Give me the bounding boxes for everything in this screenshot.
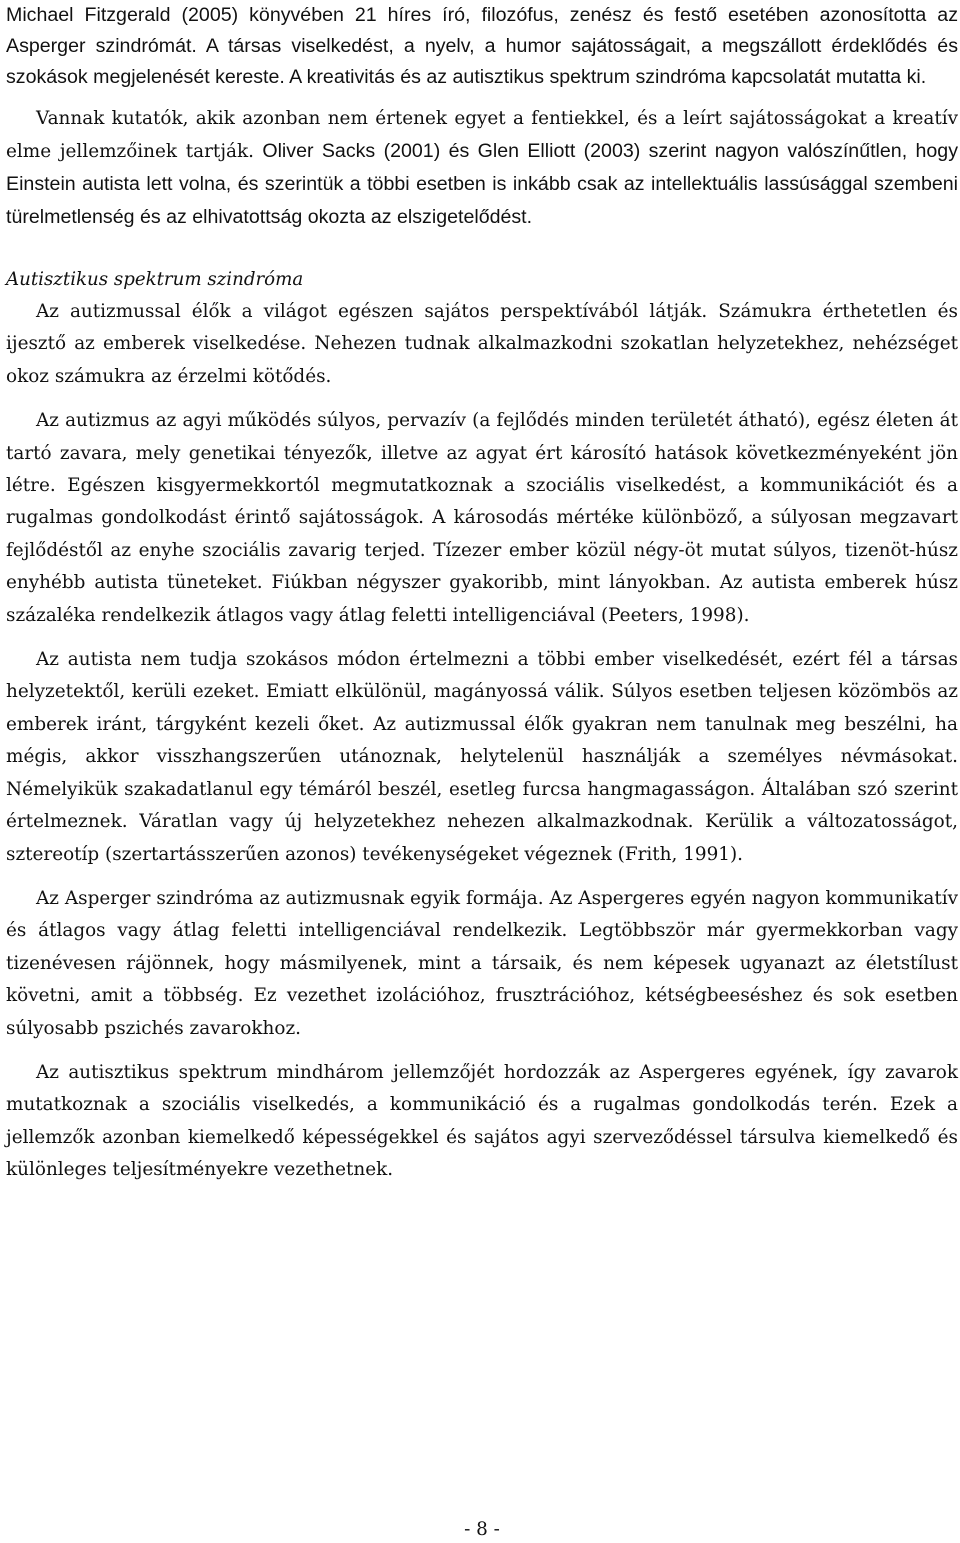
page-number bbox=[0, 1518, 960, 1542]
paragraph-fitzgerald: Michael Fitzgerald (2005) könyvében 21 híres író, filozófus, zenész és festő esetében azonosította az Asperger szindrómát. A társas viselkedést, a nyelv, a humor sajátosságait, a megszállott érdeklődés és szokások megjelenését kereste. A kreativitás és az autisztikus spektrum szindróma kapcsolatát mutatta ki. bbox=[6, 4, 958, 88]
paragraph-researchers bbox=[6, 103, 958, 234]
paragraph-perspective: Az autizmussal élők a világot egészen sajátos perspektívából látják. Számukra érthetetlen és ijesztő az emberek viselkedése. Nehezen tudnak alkalmazkodni szokatlan helyzetekhez, nehézséget okoz számukra az érzelmi kötődés. bbox=[6, 301, 958, 387]
section-heading: Autisztikus spektrum szindróma bbox=[6, 269, 304, 290]
paragraph-researchers-sans-part: Oliver Sacks (2001) és Glen Elliott (2003) szerint nagyon valószínűtlen, hogy Einstein autista lett volna, és szerintük a többi esetben is inkább csak az intellektuális lassúsággal szembeni türelmetlenség és az elhivatottság okozta az elszigetelődést. bbox=[6, 140, 958, 228]
paragraph-autist-behavior: Az autista nem tudja szokásos módon értelmezni a többi ember viselkedését, ezért fél a társas helyzetektől, kerüli ezeket. Emiatt elkülönül, magányossá válik. Súlyos esetben teljesen közömbös az emberek iránt, tárgyként kezeli őket. Az autizmussal élők gyakran nem tanulnak meg beszélni, ha mégis, akkor visszhangszerűen utánoznak, helytelenül használják a személyes névmásokat. Némelyikük szakadatlanul egy témáról beszél, esetleg furcsa hangmagasságon. Általában szó szerint értelmeznek. Váratlan vagy új helyzetekhez nehezen alkalmazkodnak. Kerülik a változatosságot, sztereotíp (szertartásszerűen azonos) tevékenységeket végeznek (Frith, 1991). bbox=[6, 649, 958, 865]
paragraph-autism-definition: Az autizmus az agyi működés súlyos, pervazív (a fejlődés minden területét átható), egész életen át tartó zavara, mely genetikai tényezők, illetve az agyat ért károsító hatások következményeként jön létre. Egészen kisgyermekkortól megmutatkoznak a szociális viselkedést, a kommunikációt és a rugalmas gondolkodást érintő sajátosságok. A károsodás mértéke különböző, a súlyosan megzavart fejlődéstől az enyhe szociális zavarig terjed. Tízezer ember közül négy-öt mutat súlyos, tizenöt-húsz enyhébb autista tüneteket. Fiúkban négyszer gyakoribb, mint lányokban. Az autista emberek húsz százaléka rendelkezik átlagos vagy átlag feletti intelligenciával (Peeters, 1998). bbox=[6, 410, 958, 626]
document-page bbox=[6, 0, 958, 1187]
paragraph-researchers-serif-part: Vannak kutatók, akik azonban nem értenek egyet a fentiekkel, és a leírt sajátosságokat a kreatív elme jellemzőinek tartják. bbox=[6, 108, 958, 162]
paragraph-asperger: Az Asperger szindróma az autizmusnak egyik formája. Az Aspergeres egyén nagyon kommunikatív és átlagos vagy átlag feletti intelligenciával rendelkezik. Legtöbbször már gyermekkorban vagy tizenévesen rájönnek, hogy másmilyenek, mint a társaik, és nem képesek ugyanazt az életstílust követni, amit a többség. Ez vezethet izolációhoz, frusztrációhoz, kétségbeeséshez és sok esetben súlyosabb pszichés zavarokhoz. bbox=[6, 887, 958, 1039]
page-number-text: - 8 - bbox=[464, 1519, 500, 1540]
paragraph-spectrum-traits: Az autisztikus spektrum mindhárom jellemzőjét hordozzák az Aspergeres egyének, így zavarok mutatkoznak a szociális viselkedés, a kommunikáció és a rugalmas gondolkodás terén. Ezek a jellemzők azonban kiemelkedő képességekkel és sajátos agyi szerveződéssel társulva kiemelkedő és különleges teljesítményekre vezethetnek. bbox=[6, 1061, 958, 1181]
